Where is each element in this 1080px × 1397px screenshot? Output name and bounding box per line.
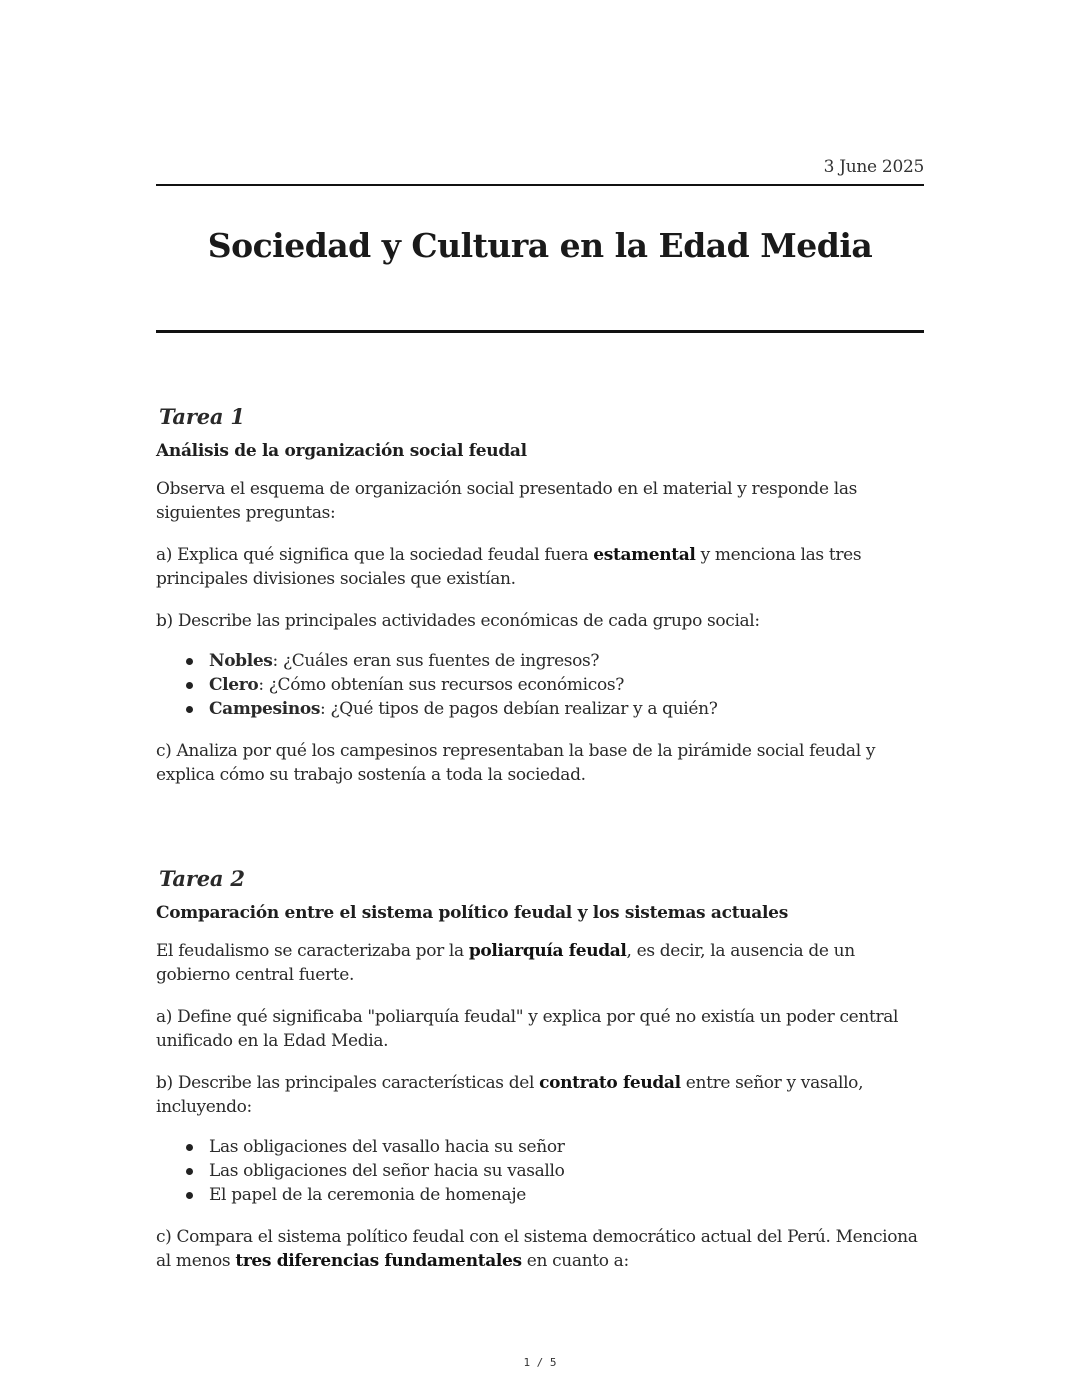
header-divider — [156, 184, 924, 186]
task-2-bullet-list — [156, 1135, 924, 1207]
task-2-subheading: Comparación entre el sistema político feudal y los sistemas actuales — [156, 903, 788, 923]
task-2-section — [156, 866, 924, 1273]
bullet-icon — [186, 682, 193, 689]
task-1-heading: Tarea 1 — [159, 404, 245, 429]
task-2-heading: Tarea 2 — [159, 866, 245, 891]
task-1-subheading: Análisis de la organización social feudal — [156, 441, 527, 461]
list-item: Campesinos: ¿Qué tipos de pagos debían realizar y a quién? — [186, 697, 924, 721]
list-item: Las obligaciones del señor hacia su vasallo — [186, 1159, 924, 1183]
list-item: Nobles: ¿Cuáles eran sus fuentes de ingresos? — [186, 649, 924, 673]
title-divider — [156, 330, 924, 333]
page-number: 1 / 5 — [523, 1356, 557, 1369]
document-date: 3 June 2025 — [823, 157, 924, 177]
bullet-icon — [186, 1192, 193, 1199]
list-item: Las obligaciones del vasallo hacia su señor — [186, 1135, 924, 1159]
task-1-section — [156, 404, 924, 787]
bullet-icon — [186, 658, 193, 665]
task-1-intro: Observa el esquema de organización social presentado en el material y responde las siguientes preguntas: — [156, 479, 857, 523]
list-item: Clero: ¿Cómo obtenían sus recursos económicos? — [186, 673, 924, 697]
bullet-icon — [186, 1168, 193, 1175]
document-title: Sociedad y Cultura en la Edad Media — [207, 226, 873, 265]
task-2-question-c: c) Compara el sistema político feudal con el sistema democrático actual del Perú. Menciona al menos tres diferencias fundamentales en cuanto a: — [156, 1227, 918, 1271]
task-2-question-b: b) Describe las principales características del contrato feudal entre señor y vasallo, incluyendo: — [156, 1073, 864, 1117]
task-1-question-c: c) Analiza por qué los campesinos representaban la base de la pirámide social feudal y explica cómo su trabajo sostenía a toda la sociedad. — [156, 741, 876, 785]
bullet-icon — [186, 1144, 193, 1151]
task-1-bullet-list — [156, 649, 924, 721]
task-1-question-a: a) Explica qué significa que la sociedad feudal fuera estamental y menciona las tres principales divisiones sociales que existían. — [156, 545, 862, 589]
task-2-question-a: a) Define qué significaba "poliarquía feudal" y explica por qué no existía un poder central unificado en la Edad Media. — [156, 1007, 899, 1051]
task-2-intro: El feudalismo se caracterizaba por la poliarquía feudal, es decir, la ausencia de un gobierno central fuerte. — [156, 941, 855, 985]
task-1-question-b: b) Describe las principales actividades económicas de cada grupo social: — [156, 611, 760, 631]
list-item: El papel de la ceremonia de homenaje — [186, 1183, 924, 1207]
bullet-icon — [186, 706, 193, 713]
